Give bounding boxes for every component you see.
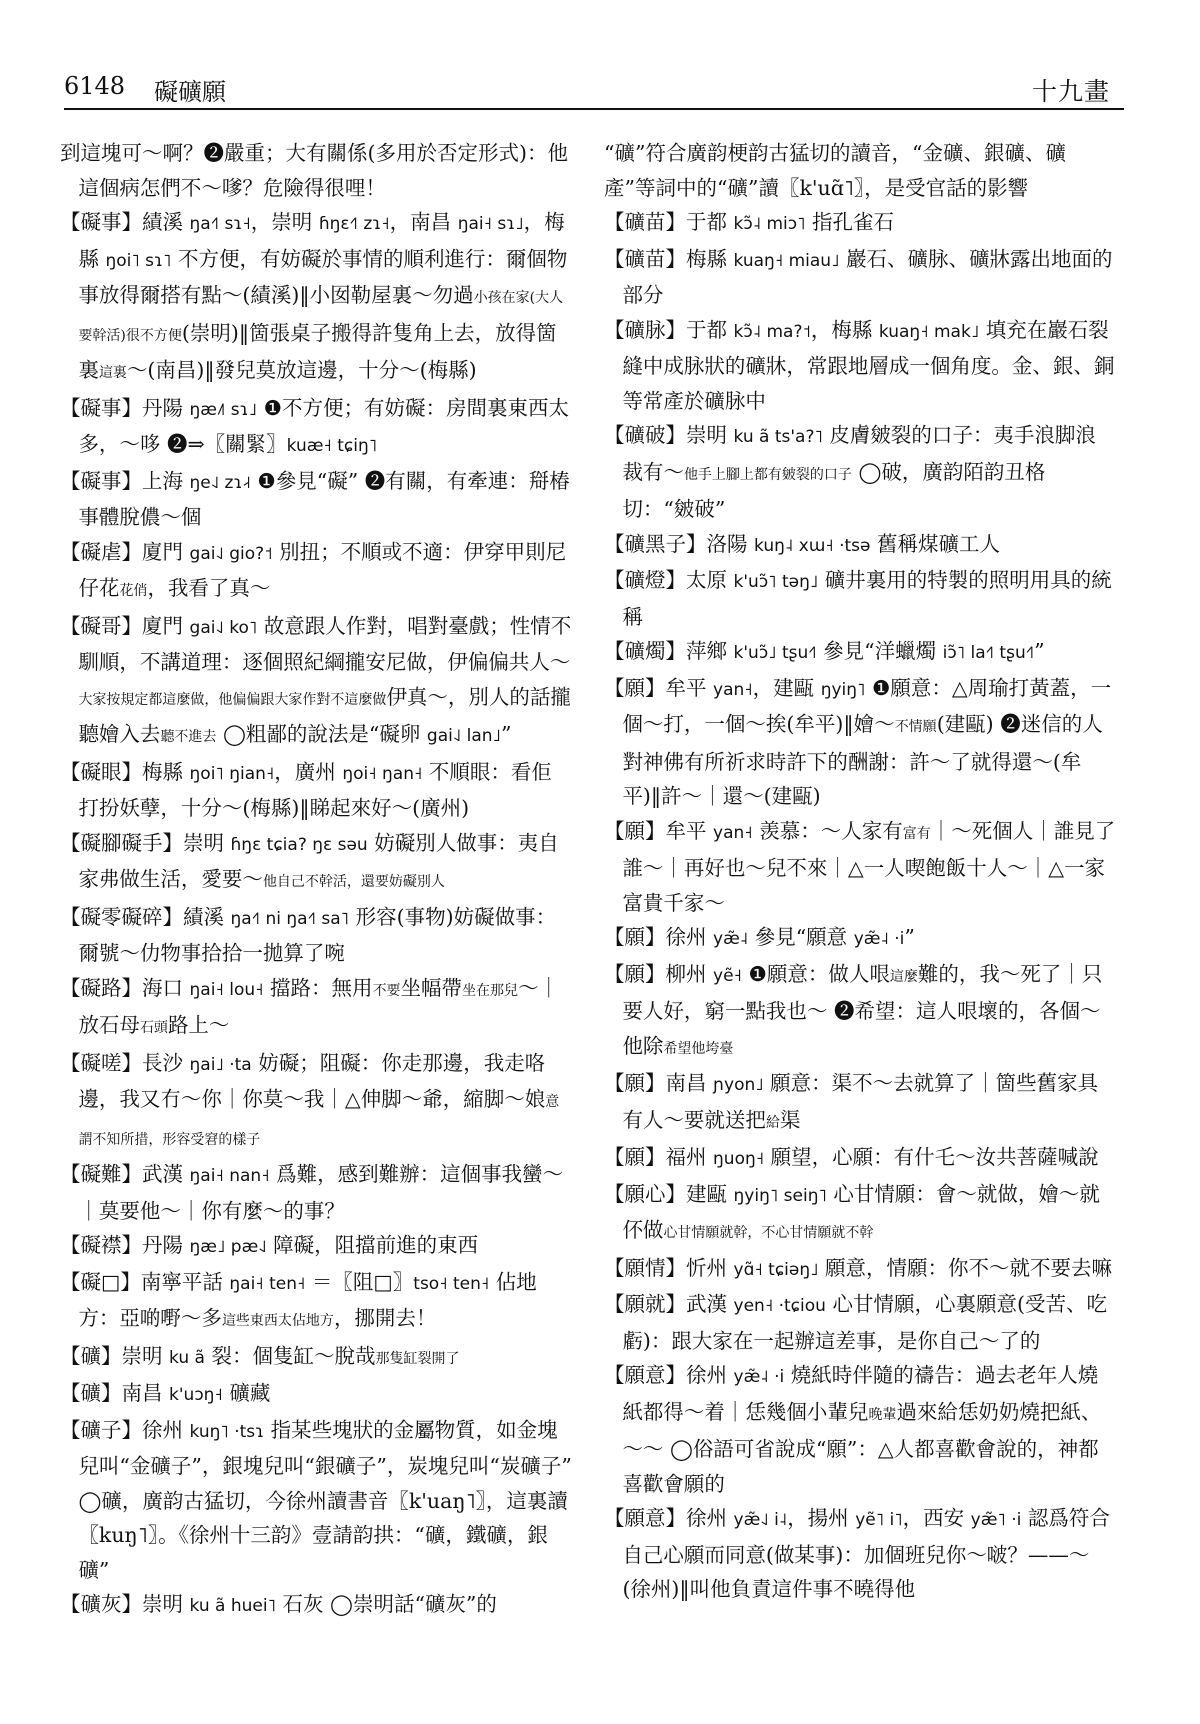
phonetic-text: yæ̃˥ ·i [970, 1510, 1022, 1530]
entry-text: ，梅縣 [78, 210, 565, 271]
phonetic-text: kuŋ˥ ·tsɿ [189, 1421, 265, 1442]
phonetic-text: iɔ̃˥ la˧˥ tʂu˧˥ [942, 643, 1035, 663]
entry-text: 【礦破】崇明 [604, 423, 734, 447]
phonetic-text: kuæ˧ tɕiŋ˥ [286, 436, 378, 456]
dictionary-entry [60, 1339, 572, 1377]
entry-text: 【礦】南昌 [60, 1381, 170, 1405]
dictionary-entry [60, 1587, 572, 1624]
entry-text: ❶願意：△周瑜打黃蓋，一個～打，一個～挨(牟平)‖嬒～ [622, 675, 1112, 736]
phonetic-text: yẽ˧ [713, 965, 742, 986]
phonetic-text: kuŋ˨ xɯ˧ ·tsə [754, 535, 871, 556]
dictionary-entry [604, 1251, 1116, 1288]
entry-text: 【願就】武漢 [604, 1292, 734, 1316]
entry-text: 【礙哥】廈門 [60, 613, 190, 638]
phonetic-text: yæ̃˨˩ i˨ [733, 1510, 788, 1530]
phonetic-text: gai˨˩ lan˩ [426, 726, 501, 746]
entry-text: 爲難，感到難辦：這個事我蠻～｜莫要他～｜你有麼～的事？ [78, 1162, 564, 1223]
gloss-note: 他自己不幹活，還要妨礙別人 [262, 874, 445, 890]
dictionary-entry [604, 1358, 1116, 1501]
phonetic-text: gai˨˩ gio?˦ [189, 543, 273, 564]
entry-text: ” [1034, 639, 1045, 663]
entry-text: ◯破，廣韵陌韵丑格切：“皴破” [622, 459, 1046, 521]
entry-text: 【礦苗】梅縣 [604, 246, 734, 271]
running-headwords: 礙礦願 [154, 78, 226, 106]
entry-text: 願望，心願：有什乇～汝共菩薩喊說 [764, 1145, 1099, 1169]
entry-text: 心甘情願：會～就做，嬒～就伓做 [622, 1181, 1100, 1242]
phonetic-text: ŋoi˧ ŋan˧ [342, 763, 423, 784]
entry-text: 【願】牟平 [604, 675, 714, 700]
phonetic-text: ɦŋɛ˧˥ zɿ˧ [318, 214, 390, 234]
phonetic-text: yan˧ [713, 679, 753, 700]
dictionary-entry [604, 563, 1116, 634]
entry-text: 【礦脉】于都 [604, 317, 734, 342]
entry-text: 路上～ [167, 1013, 230, 1037]
entry-text: 障礙，阻擋前進的東西 [266, 1233, 479, 1257]
entry-text: 【礙事】績溪 [60, 210, 190, 234]
entry-text: ～(南昌)‖發兒莫放這邊，十分～(梅縣) [126, 358, 477, 382]
entry-text: 【願】南昌 [604, 1071, 714, 1095]
dictionary-entry [60, 1413, 572, 1588]
entry-text: 【願情】忻州 [604, 1255, 734, 1280]
phonetic-text: ku ã ts'a?˥ [733, 427, 823, 447]
phonetic-text: ŋai˧ ten˧ [229, 1273, 306, 1294]
entry-text: 裂：個隻缸～脫哉 [204, 1343, 376, 1368]
dictionary-entry [60, 391, 572, 464]
right-column [604, 136, 1116, 1716]
entry-text: 【願】柳州 [604, 961, 714, 986]
phonetic-text: ŋuoŋ˧ [713, 1149, 765, 1169]
entry-text: ❶願意：做人哏 [741, 961, 890, 986]
entry-text: ◯粗鄙的說法是“礙卵 [216, 722, 427, 746]
dictionary-entry [604, 671, 1116, 814]
entry-text: “礦”符合廣韵梗韵古猛切的讀音，“金礦、銀礦、礦產”等詞中的“礦”讀〖k'uɑ̃˥〗，是受官話的影響 [604, 141, 1066, 200]
entry-text: 【礦燭】萍鄉 [604, 639, 734, 663]
gloss-note: 石頭 [139, 1020, 168, 1036]
entry-text: 巖石、礦脉、礦牀露出地面的部分 [622, 246, 1113, 307]
entry-text: ❶參見“礙” ❷有關，有牽連：搿椿事體脫儂～個 [78, 468, 570, 529]
entry-text: 參見“洋蠟燭 [816, 639, 943, 663]
entry-text: 礦藏 [222, 1381, 271, 1405]
entry-text: ，建甌 [752, 675, 821, 700]
gloss-note: 花俏 [119, 583, 148, 599]
phonetic-text: ŋai˧ lou˧ [189, 979, 264, 1000]
gloss-note: 給 [765, 1114, 780, 1131]
dictionary-entry [604, 1287, 1116, 1358]
dictionary-entry [604, 634, 1116, 671]
phonetic-text: kuaŋ˧ miau˩ [733, 250, 840, 271]
entry-text: ❶不方便；有妨礙：房間裏東西太多，～哆 ❷⇒〖關緊〗 [78, 395, 569, 456]
entry-text: 【礙事】上海 [60, 468, 190, 493]
entry-text: ，崇明 [250, 210, 319, 234]
dictionary-entry [604, 1066, 1116, 1140]
entry-text: 形容(事物)妨礙做事：爾號～仂物事拾拾一拋算了啘 [78, 904, 557, 965]
dictionary-entry [60, 900, 572, 971]
entry-text: ，梅縣 [810, 317, 879, 342]
dictionary-entry [604, 313, 1116, 419]
dictionary-entry [604, 1177, 1116, 1251]
gloss-note: 大家按規定都這麼做，他偏偏跟大家作對不這麼做 [78, 691, 387, 708]
phonetic-text: kuaŋ˧ mak˩ [878, 321, 980, 342]
phonetic-text: k'uɔŋ˧ [169, 1385, 223, 1405]
entry-text: 【礙嗟】長沙 [60, 1050, 190, 1075]
entry-text: 過來給恁奶奶燒把紙、～～ ◯俗語可省說成“願”：△人都喜歡會說的，神都喜歡會願的 [622, 1399, 1102, 1496]
dictionary-entry [60, 136, 572, 205]
phonetic-text: ŋai˩ ·ta [189, 1054, 252, 1075]
entry-text: 【礙路】海口 [60, 975, 190, 1000]
entry-text: ＝〖阻□〗 [305, 1269, 414, 1294]
phonetic-text: yɑ̃˧ tɕiəŋ˩ [733, 1259, 819, 1280]
entry-text: 伊真～，別人的話攏聽嬒入去 [78, 684, 571, 746]
dictionary-entry [604, 527, 1116, 564]
entry-text: 【願心】建甌 [604, 1181, 734, 1206]
entry-text: 指孔雀石 [805, 210, 895, 234]
phonetic-text: k'uɔ̃˥ təŋ˩ [733, 572, 819, 592]
entry-text: ” [904, 925, 915, 949]
gloss-note: 晚輩 [868, 1406, 897, 1423]
entry-text: 【礦黑子】洛陽 [604, 531, 755, 556]
entry-text: 【願意】徐州 [604, 1506, 734, 1530]
entry-text: 燒紙時伴隨的禱告：過去老年人燒紙都得～着｜恁幾個小輩兒 [622, 1363, 1099, 1424]
entry-text: 不方便，有妨礙於事情的順利進行：爾個物事放得爾搭有點～(績溪)‖小囡勒屋裏～勿過 [78, 246, 568, 307]
gloss-note: 這些東西太佔地方 [221, 1313, 334, 1329]
entry-text: 心甘情願，心裏願意(受苦、吃虧)：跟大家在一起辦這差事，是你自己～了的 [622, 1292, 1107, 1353]
dictionary-entry [604, 957, 1116, 1067]
dictionary-entry [604, 1140, 1116, 1177]
dictionary-entry [60, 205, 572, 391]
page-header [64, 68, 1124, 110]
phonetic-text: ŋa˧˥ ni ŋa˧˥ sa˥ [230, 908, 350, 929]
entry-text: 皮膚皴裂的口子：夷手浪脚浪裁有～ [622, 423, 1096, 484]
dictionary-entry [60, 1228, 572, 1265]
phonetic-text: ŋyiŋ˥ [820, 679, 866, 700]
gloss-note: 聽不進去 [160, 729, 217, 745]
section-title: 十九畫 [1031, 77, 1110, 106]
entry-text: 別扭；不順或不適：伊穿甲則尼仔花 [78, 539, 567, 600]
dictionary-entry [60, 1265, 572, 1339]
gloss-note: 他手上腳上都有皴裂的口子 [683, 466, 852, 483]
dictionary-entry [604, 242, 1116, 313]
gloss-note: 意謂不知所措，形容受窘的樣子 [78, 1094, 560, 1148]
gloss-note: 希望他垮臺 [663, 1040, 734, 1057]
phonetic-text: ŋoi˥ ŋian˧ [189, 763, 275, 784]
entry-text: 參見“願意 [748, 925, 854, 949]
entry-text: 願意，情願：你不～就不要去嘛 [818, 1255, 1113, 1280]
dictionary-entry [604, 418, 1116, 527]
entry-text: 認爲符合自己心願而同意(做某事)：加個班兒你～啵？——～(徐州)‖叫他負責這件事不曉得他 [622, 1506, 1110, 1601]
entry-text: 到這塊可～啊？❷嚴重；大有關係(多用於否定形式)：他這個病怎們不～嗲？危險得很哩！ [60, 141, 568, 200]
phonetic-text: kɔ̃˨ ma?˦ [733, 321, 811, 342]
gloss-note: 那隻缸裂開了 [375, 1350, 460, 1367]
phonetic-text: ŋai˧ nan˧ [189, 1166, 270, 1186]
entry-text: 【願】徐州 [604, 925, 714, 949]
phonetic-text: ku ã [169, 1347, 205, 1368]
entry-text: 妨礙；阻礙：你走那邊，我走咯邊，我又冇～你｜你莫～我｜△伸脚～爺，縮脚～娘 [78, 1050, 546, 1111]
entry-text: ，西安 [902, 1506, 971, 1530]
entry-text: 【礙眼】梅縣 [60, 759, 190, 784]
entry-text: 礦井裏用的特製的照明用具的統稱 [622, 568, 1112, 629]
entry-text: ，南昌 [389, 210, 458, 234]
dictionary-entry [60, 1046, 572, 1158]
gloss-note: 不要 [372, 982, 401, 999]
dictionary-entry [60, 826, 572, 900]
entry-text: 【願】福州 [604, 1145, 714, 1169]
phonetic-text: k'uɔ̃˩ tʂu˧˥ [733, 643, 817, 663]
gloss-note: 這裏 [98, 365, 127, 381]
entry-text: 【礦】崇明 [60, 1343, 170, 1368]
phonetic-text: ŋyiŋ˥ seiŋ˥ [733, 1185, 827, 1206]
entry-text: 舊稱煤礦工人 [870, 531, 1001, 556]
dictionary-entry [604, 814, 1116, 921]
phonetic-text: ŋæ˩˥ sɿ˩ [189, 399, 258, 420]
phonetic-text: ɦŋɛ tɕia? ŋɛ səu [230, 834, 368, 855]
entry-text: ，挪開去！ [333, 1306, 437, 1330]
dictionary-entry [60, 971, 572, 1046]
dictionary-entry [604, 136, 1116, 205]
entry-text: 羡慕：～人家有 [752, 818, 903, 843]
phonetic-text: ŋæ˩ pæ˨˩ [189, 1237, 267, 1257]
gloss-note: 不情願 [894, 719, 937, 735]
entry-text: 【礦苗】于都 [604, 210, 734, 234]
entry-text: 【礙零礙碎】績溪 [60, 904, 231, 929]
dictionary-entry [60, 1157, 572, 1228]
phonetic-text: yẽ˥ i˥ [855, 1510, 903, 1530]
dictionary-entry [60, 1376, 572, 1413]
gloss-note: 小孩在家(大人要幹活)很不方便 [78, 290, 564, 344]
entry-text: 不順眼：看佢打扮妖孽，十分～(梅縣)‖睇起來好～(廣州) [78, 759, 552, 820]
phonetic-text: kɔ̃˨ miɔ˥ [733, 214, 806, 234]
entry-text: (崇明)‖箇張桌子搬得許隻角上去，放得箇裏 [78, 320, 557, 382]
entry-text: ～｜放石母 [78, 975, 560, 1037]
dictionary-entry [604, 920, 1116, 957]
entry-text: 【願】牟平 [604, 818, 714, 843]
phonetic-text: tso˧ ten˧ [413, 1273, 490, 1294]
phonetic-text: yan˧ [713, 822, 753, 843]
page-number: 6148 [64, 72, 126, 100]
gloss-note: 這麼 [889, 968, 918, 985]
phonetic-text: ŋe˨˩ zɿ˨˧ [189, 472, 251, 493]
entry-text: 【礙腳礙手】崇明 [60, 830, 231, 855]
phonetic-text: ŋa˧˥ sɿ˧ [189, 214, 251, 234]
entry-text: 難的，我～死了｜只要人好，窮一點我也～ ❷希望：這人哏壞的，各個～他除 [622, 961, 1103, 1058]
phonetic-text: yæ̃˨ ·i [853, 929, 905, 949]
entry-text: ，揚州 [787, 1506, 856, 1530]
entry-text: 【礦燈】太原 [604, 568, 734, 592]
dictionary-entry [60, 535, 572, 609]
dictionary-entry [60, 464, 572, 535]
entry-text: 佔地方：亞啲嘢～多 [78, 1269, 537, 1330]
phonetic-text: ŋoi˥ sɿ˥ [105, 250, 172, 271]
phonetic-text: yen˧ ·tɕiou [733, 1296, 826, 1316]
entry-text: (建甌) ❷迷信的人對神佛有所祈求時許下的酬謝：許～了就得還～(牟平)‖許～｜還～(建甌) [622, 712, 1103, 808]
gloss-note: 富有 [902, 825, 931, 842]
entry-text: ｜～死個人｜誰見了誰～｜再好也～兒不來｜△一人喫飽飯十人～｜△一家富貴千家～ [622, 818, 1116, 915]
entry-text: 填充在巖石裂縫中成脉狀的礦牀，常跟地層成一個角度。金、銀、銅等常產於礦脉中 [622, 317, 1115, 413]
entry-text: 渠 [779, 1107, 801, 1132]
entry-text: 願意：渠不～去就算了｜箇些舊家具有人～要就送把 [622, 1071, 1099, 1132]
entry-text: 擋路：無用 [263, 975, 373, 1000]
entry-text: 【礦灰】崇明 [60, 1592, 190, 1616]
entry-text: 坐幅帶 [400, 975, 463, 1000]
entry-text: 【礙事】丹陽 [60, 395, 190, 420]
entry-text: 石灰 ◯崇明話“礦灰”的 [275, 1592, 497, 1616]
left-column [60, 136, 572, 1716]
phonetic-text: yæ̃˨ ·i [733, 1367, 785, 1387]
entry-text: 故意跟人作對，唱對臺戲；性情不馴順，不講道理：逐個照紀綱攏安尼做，伊偏偏共人～ [78, 613, 572, 674]
dictionary-entry [604, 1501, 1116, 1607]
entry-text: 【礙難】武漢 [60, 1162, 190, 1186]
entry-text: ，廣州 [274, 759, 343, 784]
gloss-note: 心甘情願就幹，不心甘情願就不幹 [663, 1225, 874, 1241]
entry-text: 指某些塊狀的金屬物質，如金塊兒叫“金礦子”，銀塊兒叫“銀礦子”，炭塊兒叫“炭礦子” ◯礦，廣韵古猛切，今徐州讀書音〖k'uaŋ˥〗，這裏讀〖kuŋ˥〗。《徐州十三韵》壹請韵拱：“礦，鐵礦，銀礦” [78, 1417, 572, 1582]
dictionary-entry [60, 755, 572, 826]
phonetic-text: ɲyon˩ [713, 1075, 764, 1095]
phonetic-text: yæ̃˨ [713, 929, 749, 949]
entry-text: 【礙虐】廈門 [60, 539, 190, 564]
phonetic-text: ŋai˧ sɿ˩ [457, 214, 524, 234]
entry-text: 【願意】徐州 [604, 1363, 734, 1387]
phonetic-text: gai˨˩ ko˥ [189, 617, 258, 638]
entry-text: 【礙襟】丹陽 [60, 1233, 190, 1257]
entry-text: ” [500, 722, 512, 746]
dictionary-entry [60, 609, 572, 755]
entry-text: 【礦子】徐州 [60, 1417, 190, 1442]
entry-text: 【礙□】南寧平話 [60, 1269, 230, 1294]
phonetic-text: ku ã huei˥ [189, 1596, 276, 1616]
entry-text: 妨礙別人做事：夷自家弗做生活，愛要～ [78, 830, 559, 891]
dictionary-entry [604, 205, 1116, 242]
entry-text: ，我看了真～ [147, 576, 271, 600]
gloss-note: 坐在那兒 [462, 982, 519, 999]
